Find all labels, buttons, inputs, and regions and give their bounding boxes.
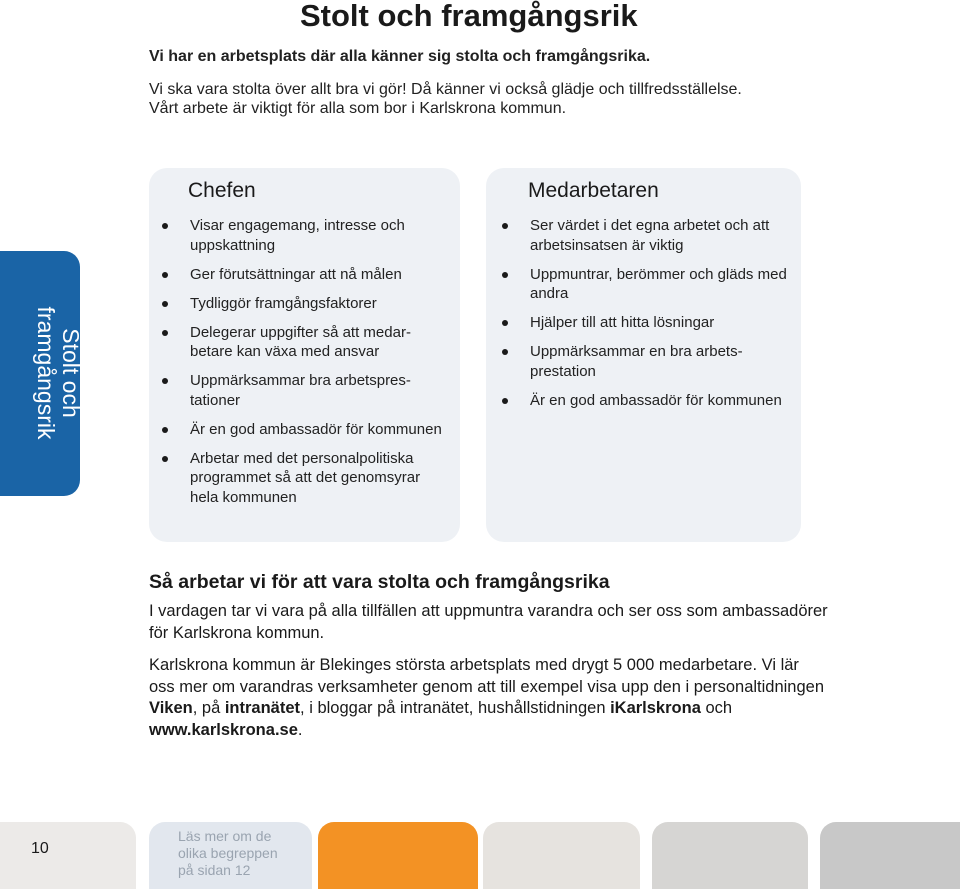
bullet-icon (162, 427, 168, 433)
list-item-text: Uppmärksammar bra arbetsprestationer (190, 372, 411, 409)
bullet-icon (502, 398, 508, 404)
list-item-text: Uppmuntrar, berömmer och gläds med andra (530, 265, 787, 302)
paragraph-text: . (297, 720, 303, 739)
ikarlskrona-term: iKarlskrona (610, 699, 701, 717)
footer-block (652, 822, 808, 889)
bullet-icon (162, 272, 168, 278)
paragraph-text: och (700, 699, 733, 717)
list-item-text: Hjälper till att hitta lösningar (530, 314, 715, 331)
list-item (162, 449, 447, 508)
bullet-icon (162, 378, 168, 384)
list-item-text: Arbetar med det personalpolitiska programmet så att det genomsyrar hela kommunen (190, 449, 421, 506)
list-item-text: Är en god ambassadör för kommunen (190, 420, 442, 438)
chefen-heading: Chefen (188, 179, 256, 202)
bullet-icon (502, 320, 508, 326)
list-item-text: Är en god ambassadör för kommunen (530, 391, 782, 409)
side-tab-line: framgångsrik (33, 306, 59, 440)
list-item (502, 342, 792, 381)
intro (149, 47, 849, 118)
paragraph-text: Karlskrona kommun är Blekinges största arbetsplats med drygt 5 000 medarbetare. Vi lär oss mer om varandras verksamheter genom att till exempel visa upp den i personaltidningen (149, 656, 825, 696)
list-item (502, 216, 792, 255)
list-item (162, 265, 447, 285)
intro-line: Vi ska vara stolta över allt bra vi gör! Då känner vi också glädje och tillfredsställelse. (149, 81, 742, 98)
how-we-work-section (149, 571, 829, 752)
list-item-text: Ser värdet i det egna arbetet och att arbetsinsatsen är viktig (530, 217, 770, 254)
side-tab (0, 251, 84, 496)
footer (0, 822, 960, 889)
medarbetaren-list (502, 216, 792, 420)
page-title: Stolt och framgångsrik (300, 0, 638, 33)
medarbetaren-box (486, 168, 801, 542)
list-item-text: Tydliggör framgångsfaktorer (190, 294, 377, 312)
bullet-icon (502, 272, 508, 278)
footer-orange-block (318, 822, 478, 889)
list-item (502, 391, 792, 411)
section-heading: Så arbetar vi för att vara stolta och framgångsrika (149, 571, 610, 593)
footer-block (483, 822, 640, 889)
list-item (162, 420, 447, 440)
bullet-icon (162, 330, 168, 336)
side-tab-line: Stolt och (58, 328, 84, 418)
page-number-block (0, 822, 136, 889)
reference-line: Läs mer om de (178, 828, 272, 844)
intro-line: Vårt arbete är viktigt för alla som bor i Karlskrona kommun. (149, 100, 567, 117)
list-item (502, 313, 792, 333)
list-item-text: Ger förutsättningar att nå målen (190, 265, 402, 283)
intranatet-term: intranätet (224, 699, 301, 717)
reference-note (178, 828, 278, 879)
intro-lead: Vi har en arbetsplats där alla känner sig stolta och framgångsrika. (149, 48, 651, 65)
reference-line: olika begreppen (178, 845, 278, 861)
side-tab-label (33, 307, 83, 440)
list-item-text: Delegerar uppgifter så att medarbetare kan växa med ansvar (190, 323, 411, 360)
list-item-text: Uppmärksammar en bra arbetsprestation (530, 343, 743, 380)
bullet-icon (502, 223, 508, 229)
website-term: www.karlskrona.se (149, 720, 298, 739)
bullet-icon (162, 456, 168, 462)
paragraph-text: , i bloggar på intranätet, hushållstidningen (300, 699, 611, 717)
bullet-icon (502, 349, 508, 355)
section-paragraph (149, 655, 829, 741)
footer-block (820, 822, 960, 889)
viken-term: Viken (149, 699, 193, 717)
list-item (502, 265, 792, 304)
list-item (162, 323, 447, 362)
chefen-list (162, 216, 447, 517)
medarbetaren-heading: Medarbetaren (528, 179, 659, 202)
list-item (162, 294, 447, 314)
reference-line: på sidan 12 (178, 862, 251, 878)
reference-block (149, 822, 312, 889)
page-number: 10 (31, 840, 49, 857)
section-paragraph: I vardagen tar vi vara på alla tillfällen att uppmuntra varandra och ser oss som ambassadörer för Karlskrona kommun. (149, 602, 828, 642)
list-item-text: Visar engagemang, intresse och uppskattning (190, 217, 405, 254)
list-item (162, 371, 447, 410)
bullet-icon (162, 223, 168, 229)
paragraph-text: , på (192, 699, 225, 717)
chefen-box (149, 168, 460, 542)
list-item (162, 216, 447, 255)
bullet-icon (162, 301, 168, 307)
